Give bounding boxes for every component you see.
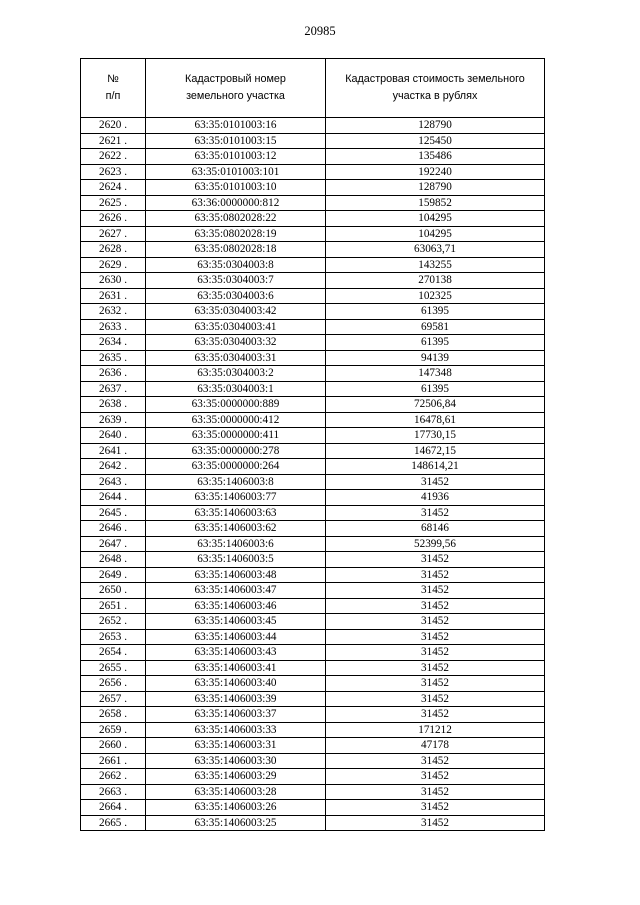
row-number-cell: 2648 . xyxy=(81,552,146,568)
cadastral-number-cell: 63:35:0304003:31 xyxy=(146,350,326,366)
table-row xyxy=(81,180,545,196)
table-row xyxy=(81,443,545,459)
cadastral-number-cell: 63:35:0304003:1 xyxy=(146,381,326,397)
row-number-cell: 2646 . xyxy=(81,521,146,537)
cadastral-number-cell: 63:35:1406003:77 xyxy=(146,490,326,506)
cadastral-value-cell: 41936 xyxy=(326,490,545,506)
cadastral-value-cell: 148614,21 xyxy=(326,459,545,475)
row-number-cell: 2640 . xyxy=(81,428,146,444)
table-row xyxy=(81,800,545,816)
table-row xyxy=(81,149,545,165)
cadastral-number-cell: 63:35:1406003:6 xyxy=(146,536,326,552)
cadastral-value-cell: 31452 xyxy=(326,815,545,831)
row-number-cell: 2649 . xyxy=(81,567,146,583)
cadastral-number-cell: 63:35:0101003:101 xyxy=(146,164,326,180)
cadastral-value-cell: 31452 xyxy=(326,660,545,676)
row-number-cell: 2665 . xyxy=(81,815,146,831)
row-number-cell: 2629 . xyxy=(81,257,146,273)
cadastral-value-cell: 16478,61 xyxy=(326,412,545,428)
row-number-cell: 2643 . xyxy=(81,474,146,490)
cadastral-number-cell: 63:35:0304003:8 xyxy=(146,257,326,273)
cadastral-number-cell: 63:35:0304003:6 xyxy=(146,288,326,304)
cadastral-value-cell: 171212 xyxy=(326,722,545,738)
cadastral-number-cell: 63:35:0000000:411 xyxy=(146,428,326,444)
cadastral-value-cell: 31452 xyxy=(326,784,545,800)
row-number-cell: 2641 . xyxy=(81,443,146,459)
table-row xyxy=(81,598,545,614)
cadastral-number-cell: 63:35:1406003:44 xyxy=(146,629,326,645)
table-row xyxy=(81,428,545,444)
row-number-cell: 2631 . xyxy=(81,288,146,304)
cadastral-number-cell: 63:35:0000000:278 xyxy=(146,443,326,459)
header-line: п/п xyxy=(105,90,121,102)
cadastral-number-cell: 63:35:1406003:26 xyxy=(146,800,326,816)
cadastral-number-cell: 63:35:0000000:264 xyxy=(146,459,326,475)
table-row xyxy=(81,350,545,366)
cadastral-number-cell: 63:35:1406003:8 xyxy=(146,474,326,490)
table-row xyxy=(81,164,545,180)
row-number-cell: 2621 . xyxy=(81,133,146,149)
cadastral-value-cell: 128790 xyxy=(326,118,545,134)
cadastral-number-cell: 63:35:0000000:889 xyxy=(146,397,326,413)
cadastral-value-cell: 128790 xyxy=(326,180,545,196)
table-row xyxy=(81,769,545,785)
row-number-cell: 2657 . xyxy=(81,691,146,707)
row-number-cell: 2659 . xyxy=(81,722,146,738)
table-row xyxy=(81,397,545,413)
cadastral-number-cell: 63:35:0101003:16 xyxy=(146,118,326,134)
cadastral-number-cell: 63:35:1406003:31 xyxy=(146,738,326,754)
row-number-cell: 2661 . xyxy=(81,753,146,769)
cadastral-number-cell: 63:35:1406003:33 xyxy=(146,722,326,738)
cadastral-number-cell: 63:35:1406003:43 xyxy=(146,645,326,661)
cadastral-value-cell: 72506,84 xyxy=(326,397,545,413)
cadastral-number-cell: 63:35:1406003:25 xyxy=(146,815,326,831)
cadastral-number-cell: 63:35:1406003:39 xyxy=(146,691,326,707)
table-row xyxy=(81,738,545,754)
row-number-cell: 2634 . xyxy=(81,335,146,351)
cadastral-value-cell: 31452 xyxy=(326,614,545,630)
header-line: участка в рублях xyxy=(392,90,478,102)
row-number-cell: 2633 . xyxy=(81,319,146,335)
row-number-cell: 2630 . xyxy=(81,273,146,289)
table-row xyxy=(81,505,545,521)
cadastral-value-cell: 147348 xyxy=(326,366,545,382)
row-number-cell: 2620 . xyxy=(81,118,146,134)
cadastral-value-cell: 31452 xyxy=(326,629,545,645)
row-number-cell: 2653 . xyxy=(81,629,146,645)
cadastral-number-cell: 63:35:1406003:63 xyxy=(146,505,326,521)
cadastral-value-cell: 31452 xyxy=(326,598,545,614)
cadastral-value-cell: 31452 xyxy=(326,552,545,568)
cadastral-number-cell: 63:35:1406003:40 xyxy=(146,676,326,692)
table-row xyxy=(81,118,545,134)
table-row xyxy=(81,552,545,568)
cadastral-value-cell: 47178 xyxy=(326,738,545,754)
row-number-cell: 2645 . xyxy=(81,505,146,521)
row-number-cell: 2652 . xyxy=(81,614,146,630)
table-row xyxy=(81,335,545,351)
table-row xyxy=(81,614,545,630)
row-number-cell: 2636 . xyxy=(81,366,146,382)
table-row xyxy=(81,676,545,692)
table-row xyxy=(81,257,545,273)
table-row xyxy=(81,195,545,211)
table-header xyxy=(81,59,545,118)
row-number-cell: 2658 . xyxy=(81,707,146,723)
table-row xyxy=(81,319,545,335)
row-number-cell: 2656 . xyxy=(81,676,146,692)
table-row xyxy=(81,784,545,800)
row-number-cell: 2654 . xyxy=(81,645,146,661)
cadastral-value-cell: 104295 xyxy=(326,211,545,227)
cadastral-number-cell: 63:35:1406003:45 xyxy=(146,614,326,630)
cadastral-value-cell: 31452 xyxy=(326,769,545,785)
cadastral-number-cell: 63:35:0802028:22 xyxy=(146,211,326,227)
cadastral-number-cell: 63:35:0304003:42 xyxy=(146,304,326,320)
cadastral-value-cell: 31452 xyxy=(326,583,545,599)
table-row xyxy=(81,583,545,599)
cadastral-number-cell: 63:35:0304003:2 xyxy=(146,366,326,382)
cadastral-number-cell: 63:35:0802028:18 xyxy=(146,242,326,258)
cadastral-number-cell: 63:35:1406003:46 xyxy=(146,598,326,614)
table-row xyxy=(81,304,545,320)
table-row xyxy=(81,459,545,475)
row-number-cell: 2662 . xyxy=(81,769,146,785)
table-row xyxy=(81,753,545,769)
table-row xyxy=(81,490,545,506)
table-row xyxy=(81,366,545,382)
page-number: 20985 xyxy=(304,24,336,38)
row-number-cell: 2644 . xyxy=(81,490,146,506)
cadastral-number-cell: 63:35:1406003:37 xyxy=(146,707,326,723)
cadastral-value-cell: 31452 xyxy=(326,505,545,521)
cadastral-value-cell: 143255 xyxy=(326,257,545,273)
cadastral-value-cell: 31452 xyxy=(326,691,545,707)
row-number-cell: 2628 . xyxy=(81,242,146,258)
table-row xyxy=(81,707,545,723)
table-body xyxy=(81,118,545,831)
row-number-cell: 2637 . xyxy=(81,381,146,397)
row-number-cell: 2632 . xyxy=(81,304,146,320)
table-row xyxy=(81,242,545,258)
cadastral-number-cell: 63:35:1406003:29 xyxy=(146,769,326,785)
row-number-cell: 2650 . xyxy=(81,583,146,599)
row-number-cell: 2660 . xyxy=(81,738,146,754)
cadastral-number-cell: 63:35:0304003:32 xyxy=(146,335,326,351)
table-row xyxy=(81,722,545,738)
table-row xyxy=(81,226,545,242)
header-cadastral-number xyxy=(146,59,326,118)
cadastral-number-cell: 63:35:0101003:15 xyxy=(146,133,326,149)
cadastral-number-cell: 63:35:0304003:7 xyxy=(146,273,326,289)
table-row xyxy=(81,691,545,707)
cadastral-value-cell: 17730,15 xyxy=(326,428,545,444)
row-number-cell: 2638 . xyxy=(81,397,146,413)
table-row xyxy=(81,536,545,552)
table-row xyxy=(81,660,545,676)
table-row xyxy=(81,133,545,149)
cadastral-number-cell: 63:35:1406003:47 xyxy=(146,583,326,599)
cadastral-number-cell: 63:35:1406003:48 xyxy=(146,567,326,583)
cadastral-value-cell: 31452 xyxy=(326,707,545,723)
cadastral-value-cell: 159852 xyxy=(326,195,545,211)
cadastral-value-cell: 125450 xyxy=(326,133,545,149)
table-row xyxy=(81,521,545,537)
table-row xyxy=(81,381,545,397)
cadastral-value-cell: 31452 xyxy=(326,645,545,661)
cadastral-number-cell: 63:35:0000000:412 xyxy=(146,412,326,428)
row-number-cell: 2623 . xyxy=(81,164,146,180)
row-number-cell: 2647 . xyxy=(81,536,146,552)
cadastral-number-cell: 63:35:0802028:19 xyxy=(146,226,326,242)
cadastral-number-cell: 63:35:1406003:41 xyxy=(146,660,326,676)
cadastral-number-cell: 63:35:0304003:41 xyxy=(146,319,326,335)
cadastral-value-cell: 63063,71 xyxy=(326,242,545,258)
cadastral-number-cell: 63:36:0000000:812 xyxy=(146,195,326,211)
table-row xyxy=(81,474,545,490)
cadastral-value-cell: 31452 xyxy=(326,474,545,490)
cadastral-value-cell: 61395 xyxy=(326,335,545,351)
table-row xyxy=(81,273,545,289)
cadastral-value-cell: 52399,56 xyxy=(326,536,545,552)
cadastral-value-cell: 104295 xyxy=(326,226,545,242)
table-row xyxy=(81,815,545,831)
table-row xyxy=(81,567,545,583)
cadastral-value-cell: 94139 xyxy=(326,350,545,366)
row-number-cell: 2627 . xyxy=(81,226,146,242)
cadastral-value-cell: 31452 xyxy=(326,753,545,769)
header-row xyxy=(81,59,545,118)
row-number-cell: 2651 . xyxy=(81,598,146,614)
table-row xyxy=(81,412,545,428)
cadastral-value-cell: 31452 xyxy=(326,676,545,692)
cadastral-value-cell: 61395 xyxy=(326,381,545,397)
cadastral-value-cell: 14672,15 xyxy=(326,443,545,459)
cadastral-value-cell: 192240 xyxy=(326,164,545,180)
cadastral-value-cell: 135486 xyxy=(326,149,545,165)
row-number-cell: 2635 . xyxy=(81,350,146,366)
cadastral-value-cell: 31452 xyxy=(326,567,545,583)
row-number-cell: 2625 . xyxy=(81,195,146,211)
cadastral-value-cell: 270138 xyxy=(326,273,545,289)
cadastral-number-cell: 63:35:0101003:12 xyxy=(146,149,326,165)
table-row xyxy=(81,288,545,304)
cadastral-number-cell: 63:35:0101003:10 xyxy=(146,180,326,196)
cadastral-value-table xyxy=(80,58,545,831)
table-row xyxy=(81,629,545,645)
header-line: № xyxy=(107,73,119,85)
table-row xyxy=(81,211,545,227)
cadastral-value-cell: 69581 xyxy=(326,319,545,335)
cadastral-value-cell: 102325 xyxy=(326,288,545,304)
cadastral-number-cell: 63:35:1406003:62 xyxy=(146,521,326,537)
cadastral-value-cell: 68146 xyxy=(326,521,545,537)
table-row xyxy=(81,645,545,661)
cadastral-value-cell: 31452 xyxy=(326,800,545,816)
row-number-cell: 2624 . xyxy=(81,180,146,196)
cadastral-number-cell: 63:35:1406003:5 xyxy=(146,552,326,568)
cadastral-number-cell: 63:35:1406003:28 xyxy=(146,784,326,800)
header-line: Кадастровая стоимость земельного xyxy=(345,73,525,85)
cadastral-value-cell: 61395 xyxy=(326,304,545,320)
row-number-cell: 2663 . xyxy=(81,784,146,800)
row-number-cell: 2622 . xyxy=(81,149,146,165)
row-number-cell: 2626 . xyxy=(81,211,146,227)
header-line: земельного участка xyxy=(186,90,285,102)
row-number-cell: 2655 . xyxy=(81,660,146,676)
row-number-cell: 2642 . xyxy=(81,459,146,475)
cadastral-number-cell: 63:35:1406003:30 xyxy=(146,753,326,769)
header-row-number xyxy=(81,59,146,118)
header-cadastral-value xyxy=(326,59,545,118)
header-line: Кадастровый номер xyxy=(185,73,286,85)
row-number-cell: 2639 . xyxy=(81,412,146,428)
row-number-cell: 2664 . xyxy=(81,800,146,816)
